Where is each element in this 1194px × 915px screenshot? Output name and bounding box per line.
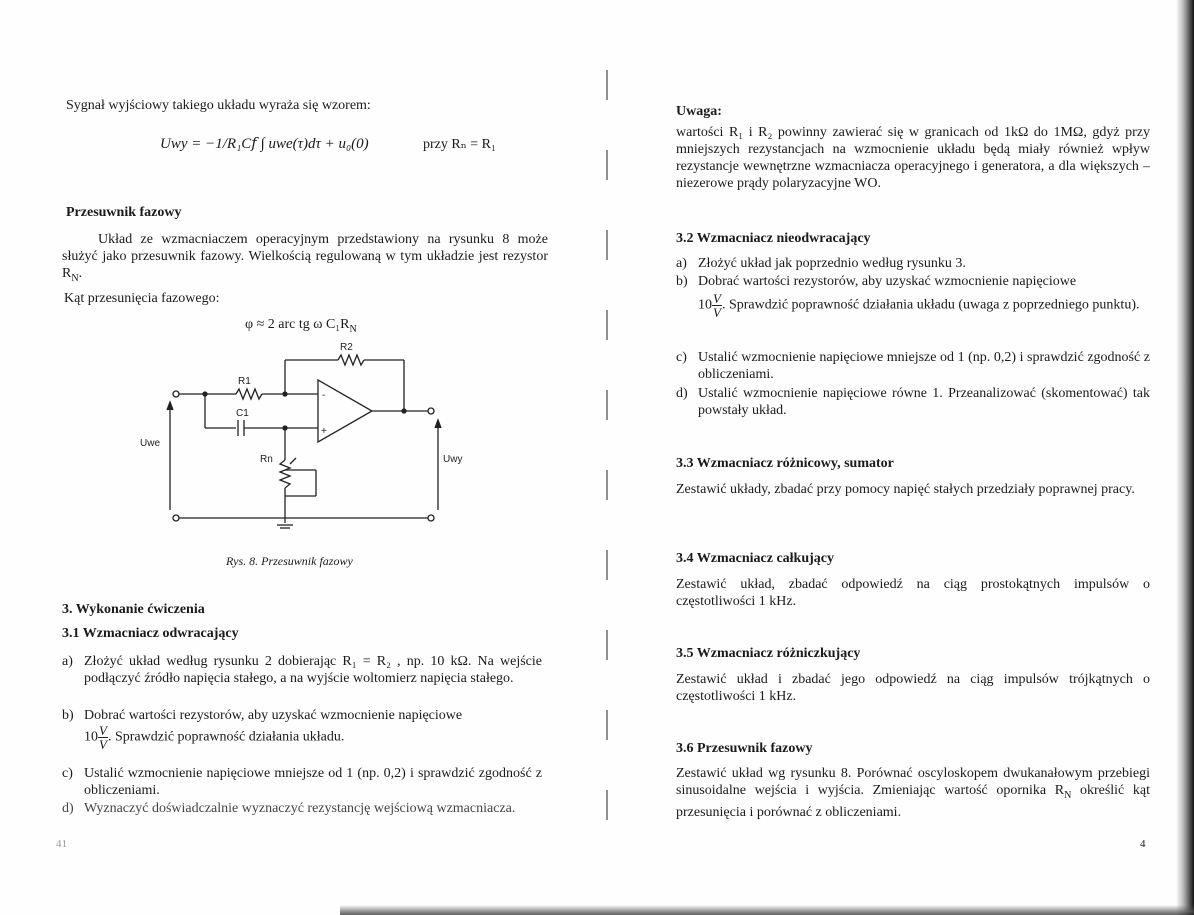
output-terminal-top xyxy=(428,408,434,414)
input-terminal-top xyxy=(173,391,179,397)
formula-condition: przy Rₙ = R₁ xyxy=(423,137,496,152)
phase-angle-formula: φ ≈ 2 arc tg ω $C_1R_N$ xyxy=(245,317,357,335)
heading-phase-shifter: Przesuwnik fazowy xyxy=(66,205,182,220)
section-35-text: Zestawić układ i zbadać jego odpowiedź na ciąg impulsów trójkątnych o częstotliwości 1 kHz. xyxy=(676,672,1150,704)
page-number-right: 4 xyxy=(1140,838,1146,850)
heading-section-32: 3.2 Wzmacniacz nieodwracający xyxy=(676,231,871,246)
section-33-text: Zestawić układy, zbadać przy pomocy napięć stałych przedziały poprawnej pracy. xyxy=(676,482,1135,497)
opamp-minus: - xyxy=(322,390,326,401)
uwe-label: Uwe xyxy=(140,438,161,449)
rn-resistor xyxy=(280,460,290,488)
gain-fraction: $\frac{V}{V}$ xyxy=(713,291,721,320)
phase-shifter-circuit xyxy=(140,338,463,538)
figure-caption: Rys. 8. Przesuwnik fazowy xyxy=(226,554,353,568)
gain-fraction: $\frac{V}{V}$ xyxy=(99,723,107,752)
heading-section-34: 3.4 Wzmacniacz całkujący xyxy=(676,551,834,566)
right-page xyxy=(608,0,1194,915)
note-heading: Uwaga: xyxy=(676,104,722,119)
note-text: wartości R₁ i R₂ powinny zawierać się w granicach od 1kΩ do 1MΩ, gdyż przy mniejszych rezystancjach na wzmocnienie układu będą miały również wpływ rezystancje wewnętrzne wzmacniacza operacyjnego i generatora, a dla większych – niezerowe prądy polaryzacyjne WO. xyxy=(676,125,1150,191)
heading-section-31: 3.1 Wzmacniacz odwracający xyxy=(62,626,239,641)
list-item: b) Dobrać wartości rezystorów, aby uzyskać wzmocnienie napięciowe xyxy=(676,274,1077,289)
opamp-plus: + xyxy=(321,426,327,437)
output-terminal-bottom xyxy=(428,515,434,521)
heading-section-36: 3.6 Przesuwnik fazowy xyxy=(676,741,813,756)
integral-formula: Uwy = −1/R₁C𝑓 ∫ uwe(τ)dτ + u₀(0) xyxy=(160,136,369,152)
heading-section-35: 3.5 Wzmacniacz różniczkujący xyxy=(676,646,861,661)
c1-label: C1 xyxy=(236,408,249,419)
section-36-text: Zestawić układ wg rysunku 8. Porównać oscyloskopem dwukanałowym przebiegi sinusoidalne wejścia i wyjścia. Zmieniając wartość opornika $R_N$ określić kąt przesunięcia i porównać z obliczeniami. xyxy=(676,766,1150,820)
page-number-left: 41 xyxy=(56,838,67,850)
intro-text: Sygnał wyjściowy takiego układu wyraża się wzorem: xyxy=(66,98,371,113)
phase-angle-label: Kąt przesunięcia fazowego: xyxy=(64,291,220,306)
list-item: d) Wyznaczyć doświadczalnie wyznaczyć rezystancję wejściową wzmacniacza. xyxy=(62,801,516,816)
r2-resistor xyxy=(338,355,364,365)
uwy-label: Uwy xyxy=(443,454,463,465)
r1-label: R1 xyxy=(238,376,251,387)
heading-section-33: 3.3 Wzmacniacz różnicowy, sumator xyxy=(676,456,894,471)
r1-resistor xyxy=(236,389,262,399)
list-item: c) Ustalić wzmocnienie napięciowe mniejsze od 1 (np. 0,2) i sprawdzić zgodność z obliczeniami. xyxy=(62,766,542,798)
section-34-text: Zestawić układ, zbadać odpowiedź na ciąg prostokątnych impulsów o częstotliwości 1 kHz. xyxy=(676,577,1150,609)
list-item: c) Ustalić wzmocnienie napięciowe mniejsze od 1 (np. 0,2) i sprawdzić zgodność z obliczeniami. xyxy=(676,350,1150,382)
list-item: d) Ustalić wzmocnienie napięciowe równe 1. Przeanalizować (skomentować) tak powstały układ. xyxy=(676,386,1150,418)
list-item: a) Złożyć układ jak poprzednio według rysunku 3. xyxy=(676,256,966,271)
input-terminal-bottom xyxy=(173,515,179,521)
heading-section-3: 3. Wykonanie ćwiczenia xyxy=(62,602,205,617)
gain-line: 10 $\frac{V}{V}$ . Sprawdzić poprawność działania układu (uwaga z poprzedniego punktu). xyxy=(698,291,1140,320)
gain-line: 10 $\frac{V}{V}$ . Sprawdzić poprawność działania układu. xyxy=(84,723,345,752)
rn-label: Rn xyxy=(260,454,273,465)
paragraph-phase-shifter: Układ ze wzmacniaczem operacyjnym przedstawiony na rysunku 8 może służyć jako przesuwnik fazowy. Wielkością regulowaną w tym układzie jest rezystor $R_N$. xyxy=(62,232,548,284)
list-item: a) Złożyć układ według rysunku 2 dobierając R₁ = R₂ , np. 10 kΩ. Na wejście podłączyć źródło napięcia stałego, a na wyjście woltomierz napięcia stałego. xyxy=(62,654,542,686)
list-item: b) Dobrać wartości rezystorów, aby uzyskać wzmocnienie napięciowe xyxy=(62,708,463,723)
r2-label: R2 xyxy=(340,342,353,353)
